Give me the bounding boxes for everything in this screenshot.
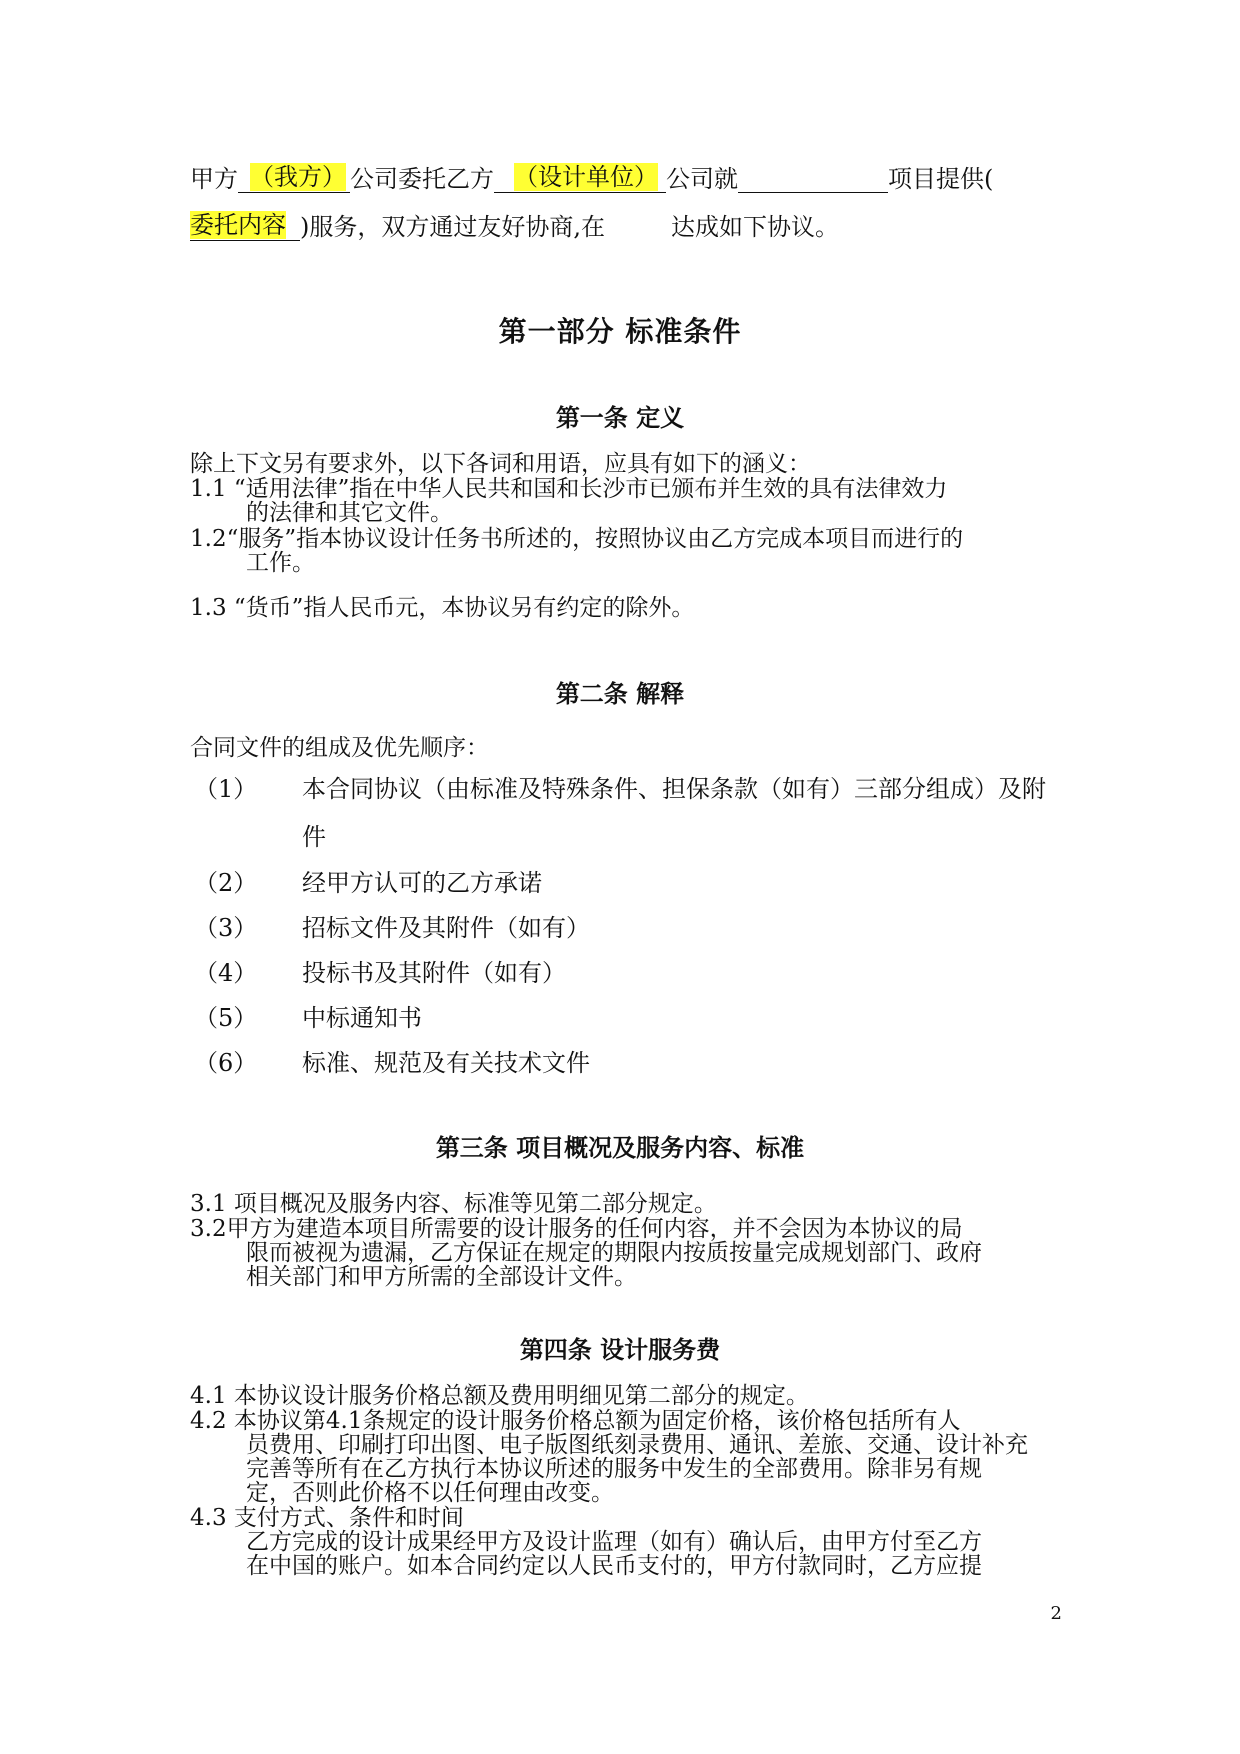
clause-4-2-line-2: 员费用、印刷打印出图、电子版图纸刻录费用、通讯、差旅、交通、设计补充: [246, 1432, 1028, 1458]
definition-1-1-line-1: 1.1 “适用法律”指在中华人民共和国和长沙市已颁布并生效的具有法律效力: [190, 476, 948, 502]
party-a-fill: （我方）: [250, 163, 346, 191]
article-4-title: 第四条 设计服务费: [519, 1336, 721, 1364]
clause-3-2-line-3: 相关部门和甲方所需的全部设计文件。: [246, 1264, 637, 1290]
service-content-fill: 委托内容: [190, 211, 286, 239]
article-2-intro: 合同文件的组成及优先顺序：: [190, 735, 489, 761]
project-name-blank[interactable]: [738, 162, 888, 193]
list-item-text: 本合同协议（由标准及特殊条件、担保条款（如有）三部分组成）及附件: [302, 775, 1046, 851]
clause-4-2: [190, 1409, 1060, 1505]
list-item-text: 招标文件及其附件（如有）: [302, 914, 590, 942]
agreement-end-text: 达成如下协议。: [671, 213, 839, 241]
clause-4-3: [190, 1506, 1060, 1578]
definition-1-1-line-2: 的法律和其它文件。: [246, 500, 453, 526]
clause-4-2-line-4: 定，否则此价格不以任何理由改变。: [246, 1480, 614, 1506]
party-a-prefix: 甲方: [190, 165, 238, 193]
clause-4-3-heading: 4.3 支付方式、条件和时间: [190, 1505, 464, 1531]
clause-3-2: [190, 1217, 1060, 1289]
page-number: 2: [1050, 1603, 1062, 1624]
definition-1-3: 1.3 “货币”指人民币元，本协议另有约定的除外。: [190, 595, 695, 621]
list-item-number: （3）: [194, 914, 258, 942]
article-1-intro: 除上下文另有要求外，以下各词和用语，应具有如下的涵义：: [190, 451, 811, 477]
list-item-number: （5）: [194, 1004, 258, 1032]
definition-1-2-line-1: 1.2“服务”指本协议设计任务书所述的，按照协议由乙方完成本项目而进行的: [190, 526, 964, 552]
list-item-text: 投标书及其附件（如有）: [302, 959, 566, 987]
article-2-title: 第二条 解释: [555, 680, 685, 708]
clause-4-3-line-2: 在中国的账户。如本合同约定以人民币支付的，甲方付款同时，乙方应提: [246, 1553, 982, 1579]
definition-1-1: [190, 477, 1060, 525]
clause-4-2-line-3: 完善等所有在乙方执行本协议所述的服务中发生的全部费用。除非另有规: [246, 1456, 982, 1482]
clause-3-1: 3.1 项目概况及服务内容、标准等见第二部分规定。: [190, 1191, 717, 1217]
definition-1-2: [190, 527, 1060, 575]
list-item-text: 标准、规范及有关技术文件: [302, 1049, 590, 1077]
party-b-blank[interactable]: [494, 162, 666, 193]
list-item-number: （6）: [194, 1049, 258, 1077]
list-item-text: 经甲方认可的乙方承诺: [302, 869, 542, 897]
part-title: 第一部分 标准条件: [498, 315, 742, 348]
clause-4-3-line-1: 乙方完成的设计成果经甲方及设计监理（如有）确认后，由甲方付至乙方: [246, 1529, 982, 1555]
company-on-text: 公司就: [666, 165, 738, 193]
clause-3-2-line-1: 3.2甲方为建造本项目所需要的设计服务的任何内容，并不会因为本协议的局: [190, 1216, 963, 1242]
list-item-number: （1）: [194, 775, 258, 803]
commission-text: 公司委托乙方: [350, 165, 494, 193]
service-content-blank[interactable]: [190, 210, 300, 241]
intro-line-1: [190, 162, 1050, 196]
list-item-number: （2）: [194, 869, 258, 897]
intro-line-2: [190, 210, 1050, 244]
list-item-text: 中标通知书: [302, 1004, 422, 1032]
definition-1-2-line-2: 工作。: [246, 550, 315, 576]
party-a-blank[interactable]: [238, 162, 350, 193]
article-3-title: 第三条 项目概况及服务内容、标准: [435, 1134, 805, 1162]
article-1-title: 第一条 定义: [555, 404, 685, 432]
clause-3-2-line-2: 限而被视为遗漏，乙方保证在规定的期限内按质按量完成规划部门、政府: [246, 1240, 982, 1266]
project-provide-text: 项目提供(: [888, 165, 994, 193]
clause-4-2-line-1: 4.2 本协议第4.1条规定的设计服务价格总额为固定价格，该价格包括所有人: [190, 1408, 961, 1434]
list-item-number: （4）: [194, 959, 258, 987]
party-b-fill: （设计单位）: [514, 163, 658, 191]
agreement-text: )服务，双方通过友好协商,在: [300, 213, 605, 241]
clause-4-1: 4.1 本协议设计服务价格总额及费用明细见第二部分的规定。: [190, 1383, 809, 1409]
